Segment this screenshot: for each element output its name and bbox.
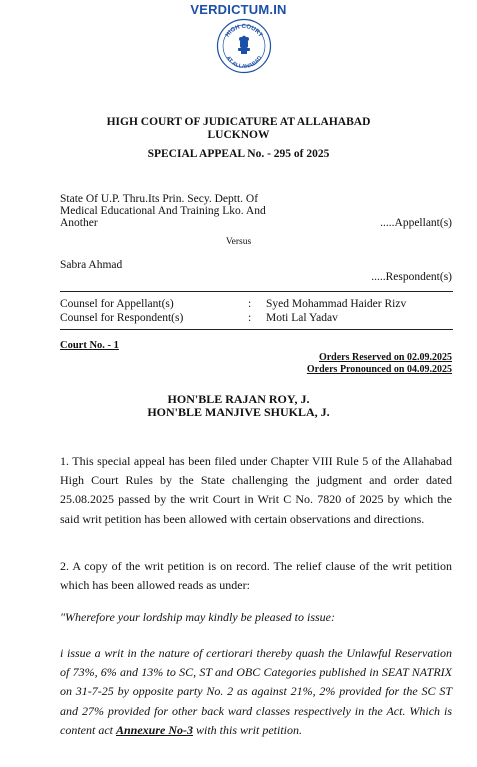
versus: Versus xyxy=(225,237,252,247)
appellant-line-3: Another xyxy=(60,217,98,229)
orders-reserved: Orders Reserved on 02.09.2025 xyxy=(318,352,452,363)
court-name: HIGH COURT OF JUDICATURE AT ALLAHABAD xyxy=(106,116,371,128)
counsel-colon: : xyxy=(248,312,252,324)
watermark-site: VERDICTUM.IN xyxy=(190,2,287,17)
paragraph-2: 2. A copy of the writ petition is on record. The relief clause of the writ petition which has been allowed reads as under: xyxy=(60,559,452,593)
counsel-colon: : xyxy=(248,298,252,310)
appellant-line-1: State Of U.P. Thru.Its Prin. Secy. Deptt. Of xyxy=(60,193,259,205)
quote-intro: "Wherefore your lordship may kindly be pleased to issue: xyxy=(60,610,335,624)
annexure-reference: Annexure No-3 xyxy=(115,722,193,737)
counsel-respondent-name: Moti Lal Yadav xyxy=(266,312,338,324)
quote-body xyxy=(60,644,452,740)
court-number: Court No. - 1 xyxy=(60,340,119,351)
case-number: SPECIAL APPEAL No. - 295 of 2025 xyxy=(147,148,330,160)
counsel-appellant-label: Counsel for Appellant(s) xyxy=(60,298,174,310)
counsel-appellant-name: Syed Mohammad Haider Rizv xyxy=(266,298,407,310)
judge-1: HON'BLE RAJAN ROY, J. xyxy=(167,392,310,406)
divider-bottom xyxy=(60,329,453,330)
svg-text:AT ALLAHABAD: AT ALLAHABAD xyxy=(224,55,264,71)
court-bench: LUCKNOW xyxy=(207,129,270,141)
respondent-name: Sabra Ahmad xyxy=(60,259,123,271)
appellant-role: .....Appellant(s) xyxy=(380,217,452,229)
respondent-role: .....Respondent(s) xyxy=(371,271,452,283)
court-seal-logo xyxy=(216,18,272,74)
orders-pronounced: Orders Pronounced on 04.09.2025 xyxy=(306,364,452,375)
counsel-respondent-label: Counsel for Respondent(s) xyxy=(60,312,184,324)
quote-body-text: i issue a writ in the nature of certiorari thereby quash the Unlawful Reservation of 73%, 6% and 13% to SC, ST and OBC Categories published in SEAT NATRIX on 31-7-25 by opposite party No. 2 as against 21%, 2% provided for the SC ST and 27% provided for other back ward classes respectively in the Act. Which is content act xyxy=(60,646,452,737)
paragraph-1: 1. This special appeal has been filed under Chapter VIII Rule 5 of the Allahabad High Court Rules by the State challenging the judgment and order dated 25.08.2025 passed by the writ Court in Writ C No. 7820 of 2025 by which the said writ petition has been allowed with certain observations and directions. xyxy=(60,454,452,526)
svg-text:HIGH COURT: HIGH COURT xyxy=(224,23,264,39)
divider-top xyxy=(60,291,453,292)
quote-tail: with this writ petition. xyxy=(196,722,303,737)
judge-2: HON'BLE MANJIVE SHUKLA, J. xyxy=(147,405,330,419)
appellant-line-2: Medical Educational And Training Lko. And xyxy=(60,205,266,217)
